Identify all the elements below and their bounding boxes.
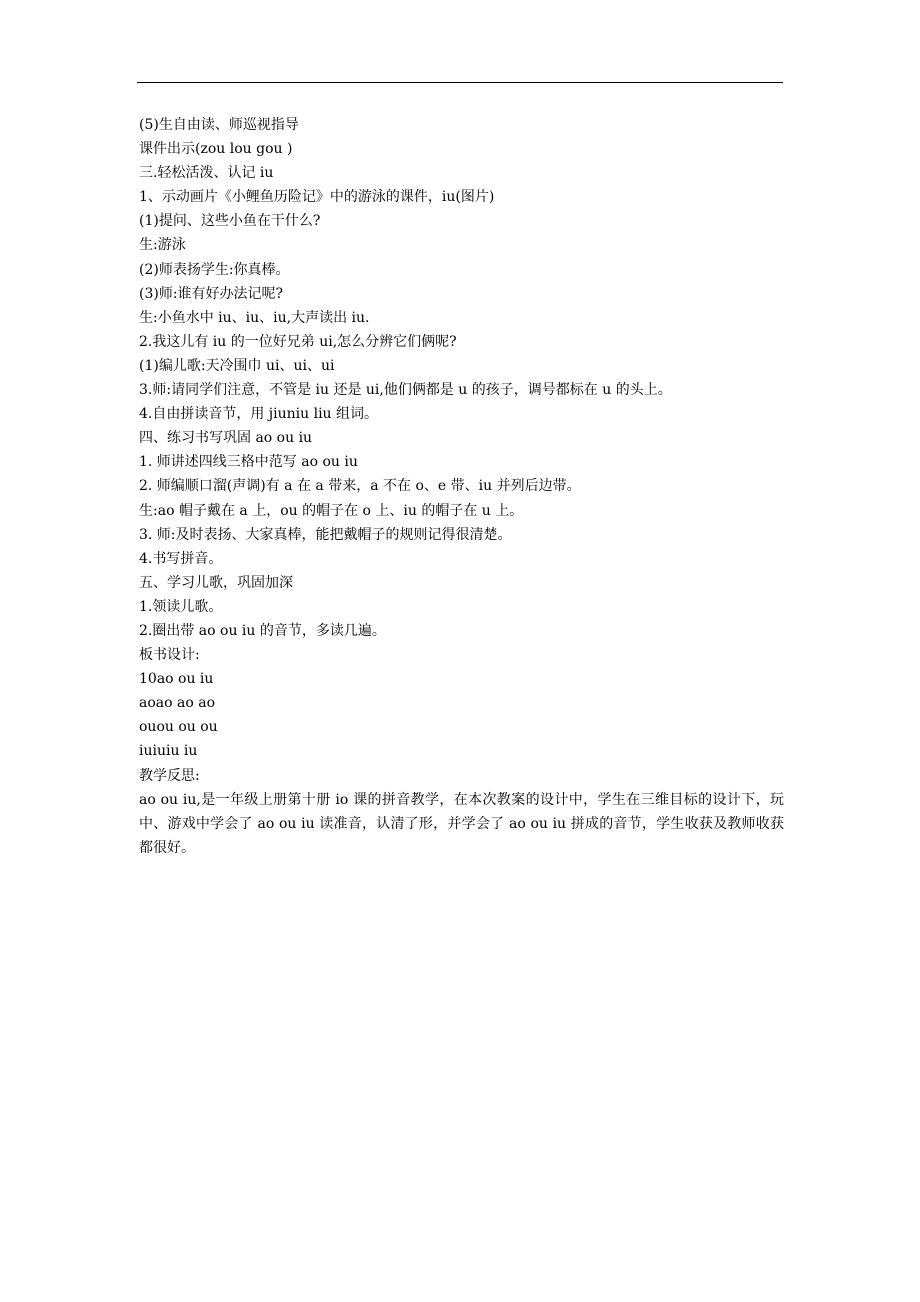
text-line: 4.自由拼读音节，用 jiuniu liu 组词。 bbox=[139, 406, 379, 423]
text-line: 1. 师讲述四线三格中范写 ao ou iu bbox=[139, 454, 358, 471]
text-line: 2.圈出带 ao ou iu 的音节，多读几遍。 bbox=[139, 622, 386, 639]
text-line: 1.领读儿歌。 bbox=[139, 598, 223, 615]
text-line: (2)师表扬学生:你真棒。 bbox=[139, 261, 290, 278]
reflection-heading: 教学反思: bbox=[139, 767, 200, 784]
text-line: 4.书写拼音。 bbox=[139, 550, 223, 567]
text-line: 生:ao 帽子戴在 a 上，ou 的帽子在 o 上、iu 的帽子在 u 上。 bbox=[139, 502, 524, 519]
text-line: 3.师:请同学们注意，不管是 iu 还是 ui,他们俩都是 u 的孩子，调号都标在 u 的头上。 bbox=[139, 382, 672, 399]
document-body bbox=[139, 113, 784, 860]
section-heading: 五、学习儿歌，巩固加深 bbox=[139, 574, 293, 591]
text-line: 3. 师:及时表扬、大家真棒，能把戴帽子的规则记得很清楚。 bbox=[139, 526, 512, 543]
board-line: 10ao ou iu bbox=[139, 671, 214, 688]
text-line: (3)师:谁有好办法记呢? bbox=[139, 285, 284, 302]
section-heading: 四、练习书写巩固 ao ou iu bbox=[139, 430, 313, 447]
text-line: 课件出示(zou lou gou ) bbox=[139, 141, 293, 158]
board-design-heading: 板书设计: bbox=[139, 647, 200, 664]
text-line: 1、示动画片《小鲤鱼历险记》中的游泳的课件，iu(图片) bbox=[139, 189, 495, 206]
reflection-paragraph: ao ou iu,是一年级上册第十册 io 课的拼音教学，在本次教案的设计中，学生在三维目标的设计下，玩中、游戏中学会了 ao ou iu 读准音，认清了形，并学会了 ao ou iu 拼成的音节，学生收获及教师收获都很好。 bbox=[139, 791, 784, 856]
section-heading: 三.轻松活泼、认记 iu bbox=[139, 165, 274, 182]
text-line: 2.我这儿有 iu 的一位好兄弟 ui,怎么分辨它们俩呢? bbox=[139, 333, 457, 350]
text-line: (1)提问、这些小鱼在干什么? bbox=[139, 213, 321, 230]
board-line: ouou ou ou bbox=[139, 719, 218, 736]
board-line: aoao ao ao bbox=[139, 695, 216, 712]
text-line: (5)生自由读、师巡视指导 bbox=[139, 117, 299, 133]
text-line: 生:游泳 bbox=[139, 237, 186, 254]
text-line: (1)编儿歌:天冷围巾 ui、ui、ui bbox=[139, 357, 335, 374]
header-rule bbox=[137, 82, 783, 83]
board-line: iuiuiu iu bbox=[139, 743, 198, 760]
text-line: 生:小鱼水中 iu、iu、iu,大声读出 iu. bbox=[139, 309, 370, 326]
text-line: 2. 师编顺口溜(声调)有 a 在 a 带来，a 不在 o、e 带、iu 并列后边带。 bbox=[139, 478, 581, 495]
